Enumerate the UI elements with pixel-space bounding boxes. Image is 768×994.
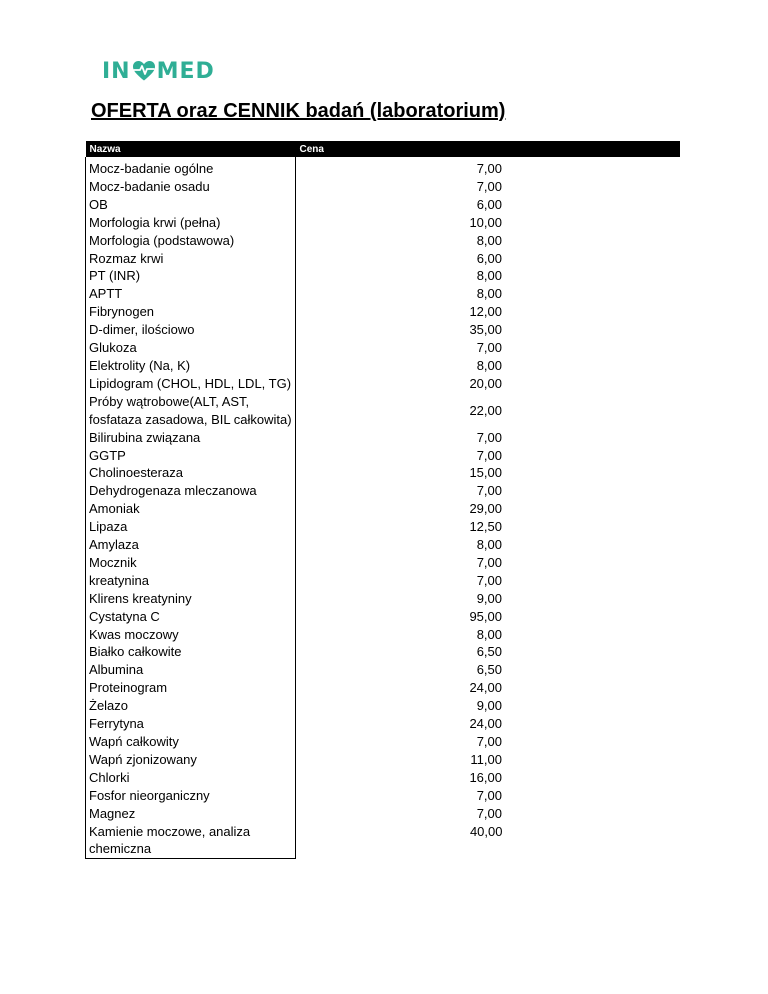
table-row [86,214,680,232]
test-name: Morfologia krwi (pełna) [86,214,296,232]
table-row [86,429,680,447]
table-row [86,536,680,554]
table-row [86,285,680,303]
heart-pulse-icon [132,60,156,82]
test-name: Chlorki [86,769,296,787]
test-price: 7,00 [476,734,502,749]
test-price-cell [296,357,680,375]
test-price: 35,00 [469,322,502,338]
table-row [86,157,680,178]
test-name: Próby wątrobowe(ALT, AST, fosfataza zasadowa, BIL całkowita) [86,393,296,429]
test-price: 9,00 [476,590,502,606]
test-price: 6,00 [476,196,502,212]
table-row [86,733,680,751]
table-row [86,357,680,375]
test-name: Amylaza [86,536,296,554]
test-price-cell [296,178,680,196]
test-name: Dehydrogenaza mleczanowa [86,482,296,500]
test-price-cell [296,643,680,661]
test-name: Ferrytyna [86,715,296,733]
test-price: 22,00 [469,402,502,418]
test-price: 16,00 [469,769,502,785]
test-price: 40,00 [469,823,503,839]
test-price-cell [296,823,680,859]
table-row [86,823,680,859]
table-row [86,769,680,787]
test-price: 15,00 [469,465,502,481]
test-price: 12,50 [469,519,502,535]
test-name: Lipaza [86,518,296,536]
test-price-cell [296,267,680,285]
table-row [86,447,680,465]
table-row [86,500,680,518]
test-price-cell [296,769,680,787]
table-row [86,590,680,608]
column-header-name: Nazwa [86,141,296,157]
test-price: 95,00 [469,608,502,624]
test-name: Bilirubina związana [86,429,296,447]
table-row [86,464,680,482]
test-price: 7,00 [476,787,502,803]
test-price: 7,00 [476,805,502,821]
test-price: 7,00 [476,554,502,570]
test-price: 7,00 [476,572,502,588]
test-price-cell [296,482,680,500]
test-name: Morfologia (podstawowa) [86,232,296,250]
test-price-cell [296,572,680,590]
test-price-cell [296,805,680,823]
test-price-cell [296,321,680,339]
test-price-cell [296,608,680,626]
test-price: 7,00 [476,161,502,176]
table-row [86,572,680,590]
test-price: 6,50 [476,662,502,678]
table-row [86,751,680,769]
logo-text-left: IN [102,58,131,84]
test-name: Białko całkowite [86,643,296,661]
test-price-cell [296,536,680,554]
test-price: 9,00 [476,698,502,714]
test-name: Kwas moczowy [86,626,296,644]
table-row [86,232,680,250]
test-name: Fibrynogen [86,303,296,321]
test-name: D-dimer, ilościowo [86,321,296,339]
table-row [86,697,680,715]
table-row [86,715,680,733]
test-name: Żelazo [86,697,296,715]
test-price-cell [296,679,680,697]
test-price-cell [296,303,680,321]
test-price: 7,00 [476,447,502,463]
test-price-cell [296,196,680,214]
test-name: Albumina [86,661,296,679]
test-price-cell [296,715,680,733]
test-price: 8,00 [476,268,502,284]
test-name: kreatynina [86,572,296,590]
table-row [86,339,680,357]
test-price: 7,00 [476,178,502,194]
table-row [86,196,680,214]
test-name: Elektrolity (Na, K) [86,357,296,375]
table-row [86,393,680,429]
column-header-price: Cena [296,141,680,157]
test-price: 7,00 [476,483,502,499]
test-name: APTT [86,285,296,303]
test-price: 8,00 [476,286,502,302]
table-row [86,679,680,697]
test-price-cell [296,250,680,268]
test-price: 20,00 [469,375,502,391]
test-price-cell [296,787,680,805]
test-name: Cystatyna C [86,608,296,626]
test-price-cell [296,375,680,393]
test-price-cell [296,339,680,357]
test-price-cell [296,285,680,303]
table-row [86,482,680,500]
test-price-cell [296,733,680,751]
table-row [86,661,680,679]
table-header-row [86,141,680,157]
table-row [86,643,680,661]
table-row [86,178,680,196]
test-name: Mocz-badanie ogólne [86,157,296,178]
table-row [86,787,680,805]
test-name: Kamienie moczowe, analiza chemiczna [86,823,296,859]
test-name: OB [86,196,296,214]
test-price: 8,00 [476,232,502,248]
test-price: 8,00 [476,357,502,373]
table-body [86,157,680,859]
company-logo [102,58,215,84]
table-row [86,375,680,393]
test-price-cell [296,518,680,536]
test-price-cell [296,157,680,178]
test-name: Klirens kreatyniny [86,590,296,608]
test-name: Amoniak [86,500,296,518]
table-row [86,608,680,626]
test-price-cell [296,464,680,482]
test-price-cell [296,554,680,572]
test-name: Lipidogram (CHOL, HDL, LDL, TG) [86,375,296,393]
test-name: Magnez [86,805,296,823]
test-price-cell [296,661,680,679]
test-price-cell [296,500,680,518]
test-name: Wapń całkowity [86,733,296,751]
test-price: 11,00 [470,751,502,767]
test-price: 29,00 [469,501,502,517]
table-row [86,518,680,536]
table-row [86,626,680,644]
test-name: Rozmaz krwi [86,250,296,268]
test-name: Mocznik [86,554,296,572]
test-price: 6,00 [476,250,502,266]
test-name: PT (INR) [86,267,296,285]
logo-text-right: MED [156,58,215,84]
table-row [86,805,680,823]
test-price-cell [296,393,680,429]
test-name: Wapń zjonizowany [86,751,296,769]
table-row [86,554,680,572]
test-price-cell [296,626,680,644]
test-name: Proteinogram [86,679,296,697]
test-price: 12,00 [469,304,502,320]
table-row [86,303,680,321]
page-title: OFERTA oraz CENNIK badań (laboratorium) [91,100,506,122]
test-price: 8,00 [476,626,502,642]
test-price-cell [296,214,680,232]
test-name: Cholinoesteraza [86,464,296,482]
table-row [86,250,680,268]
test-price: 6,50 [476,644,502,660]
test-price-cell [296,590,680,608]
test-name: GGTP [86,447,296,465]
test-price: 24,00 [469,680,502,696]
table-row [86,267,680,285]
test-price: 10,00 [469,214,502,230]
test-price: 8,00 [476,537,502,553]
test-price-cell [296,447,680,465]
test-price: 24,00 [469,716,502,732]
test-price-cell [296,697,680,715]
test-name: Mocz-badanie osadu [86,178,296,196]
test-price-cell [296,429,680,447]
table-row [86,321,680,339]
test-price-cell [296,232,680,250]
price-table [85,141,680,859]
test-name: Fosfor nieorganiczny [86,787,296,805]
test-price: 7,00 [476,429,502,445]
test-name: Glukoza [86,339,296,357]
test-price-cell [296,751,680,769]
test-price: 7,00 [476,340,502,356]
